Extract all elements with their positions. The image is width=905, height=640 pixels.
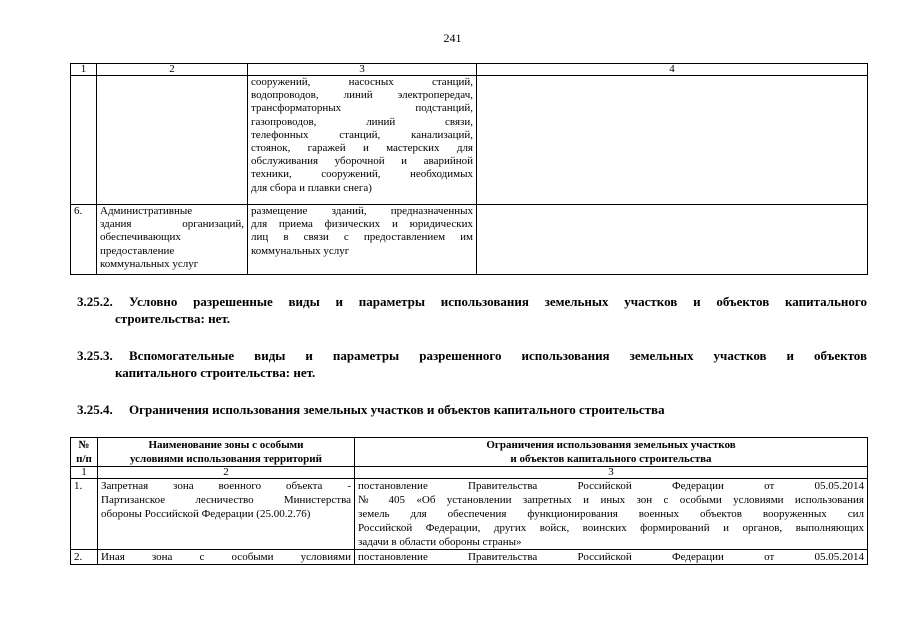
header-text: условиями использования территорий xyxy=(130,453,322,465)
section-heading: Ограничения использования земельных участков и объектов капитального строительства xyxy=(129,402,665,417)
section-heading-cont: строительства: нет. xyxy=(115,311,231,326)
land-use-table-continued xyxy=(70,63,868,275)
table-row xyxy=(71,76,868,205)
header-text: № xyxy=(78,439,90,451)
restriction-cell xyxy=(355,479,868,550)
text-line: обслуживания уборочной и аварийной xyxy=(251,155,473,168)
table-header-row xyxy=(71,64,868,76)
use-description-cell xyxy=(248,76,477,205)
text-line: постановление Правительства Российской Федерации от 05.05.2014 xyxy=(358,551,864,563)
header-text: п/п xyxy=(76,453,92,465)
text-line: обороны Российской Федерации (25.00.2.76) xyxy=(101,508,311,520)
section-number: 3.25.3. xyxy=(77,348,113,363)
text-line: сооружений, насосных станций, xyxy=(251,76,473,88)
text-line: предоставление xyxy=(100,244,175,257)
row-num-cell: 1. xyxy=(71,479,98,550)
table-row xyxy=(71,205,868,275)
zone-name-cell xyxy=(98,479,355,550)
text-line: для сбора и плавки снега) xyxy=(251,181,372,194)
text-line: размещение зданий, предназначенных xyxy=(251,205,473,217)
column-numbers-row xyxy=(71,467,868,479)
text-line: коммунальных услуг xyxy=(251,244,350,257)
restriction-cell xyxy=(355,550,868,565)
header-text: Наименование зоны с особыми xyxy=(148,439,304,451)
section-number: 3.25.2. xyxy=(77,294,113,309)
parameters-cell xyxy=(477,76,868,205)
section-number: 3.25.4. xyxy=(77,402,113,417)
text-line: трансформаторных подстанций, xyxy=(251,102,473,115)
text-line: газопроводов, линий связи, xyxy=(251,115,473,128)
table-header-row xyxy=(71,438,868,467)
text-line: Административные xyxy=(100,205,193,217)
use-name-cell xyxy=(97,205,248,275)
section-heading: Вспомогательные виды и параметры разрешенного использования земельных участков и объектов xyxy=(129,348,867,363)
text-line: для приема физических и юридических xyxy=(251,218,473,231)
text-line: телефонных станций, канализаций, xyxy=(251,128,473,141)
parameters-cell xyxy=(477,205,868,275)
section-3-25-3 xyxy=(77,347,867,381)
header-cell: 1 xyxy=(71,64,97,76)
section-3-25-4 xyxy=(77,401,867,418)
header-cell xyxy=(98,438,355,467)
use-name-cell xyxy=(97,76,248,205)
restrictions-table xyxy=(70,437,868,565)
header-cell: 3 xyxy=(248,64,477,76)
section-heading: Условно разрешенные виды и параметры использования земельных участков и объектов капитального xyxy=(129,294,867,309)
zone-name-cell xyxy=(98,550,355,565)
header-cell: 4 xyxy=(477,64,868,76)
page-number: 241 xyxy=(443,31,462,45)
text-line: обеспечивающих xyxy=(100,231,181,244)
table-row xyxy=(71,479,868,550)
row-num-cell: 2. xyxy=(71,550,98,565)
text-line: постановление Правительства Российской Федерации от 05.05.2014 xyxy=(358,480,864,492)
text-line: Иная зона с особыми условиями xyxy=(101,551,351,563)
header-cell xyxy=(355,438,868,467)
header-text: Ограничения использования земельных участков xyxy=(486,439,736,451)
text-line: здания организаций, xyxy=(100,218,244,231)
text-line: земель для обеспечения функционирования военных объектов вооруженных сил xyxy=(358,508,864,520)
use-description-cell xyxy=(248,205,477,275)
row-num-cell: 6. xyxy=(71,205,97,275)
text-line: лиц в связи с предоставлением им xyxy=(251,231,473,244)
text-line: техники, сооружений, необходимых xyxy=(251,168,473,181)
section-3-25-2 xyxy=(77,293,867,327)
column-number: 3 xyxy=(355,467,868,479)
table-row xyxy=(71,550,868,565)
header-cell: 2 xyxy=(97,64,248,76)
text-line: стоянок, гаражей и мастерских для xyxy=(251,142,473,155)
text-line: Запретная зона военного объекта - xyxy=(101,480,351,492)
column-number: 1 xyxy=(71,467,98,479)
header-cell xyxy=(71,438,98,467)
header-text: и объектов капитального строительства xyxy=(510,453,712,465)
text-line: Российской Федерации, других войск, воинских формирований и органов, выполняющих xyxy=(358,522,864,534)
text-line: № 405 «Об установлении запретных и иных зон с особыми условиями использования xyxy=(358,494,864,506)
column-number: 2 xyxy=(98,467,355,479)
section-heading-cont: капитального строительства: нет. xyxy=(115,365,316,380)
text-line: Партизанское лесничество Министерства xyxy=(101,494,351,506)
row-num-cell xyxy=(71,76,97,205)
text-line: водопроводов, линий электропередач, xyxy=(251,89,473,102)
text-line: задачи в области обороны страны» xyxy=(358,536,522,548)
text-line: коммунальных услуг xyxy=(100,257,199,270)
